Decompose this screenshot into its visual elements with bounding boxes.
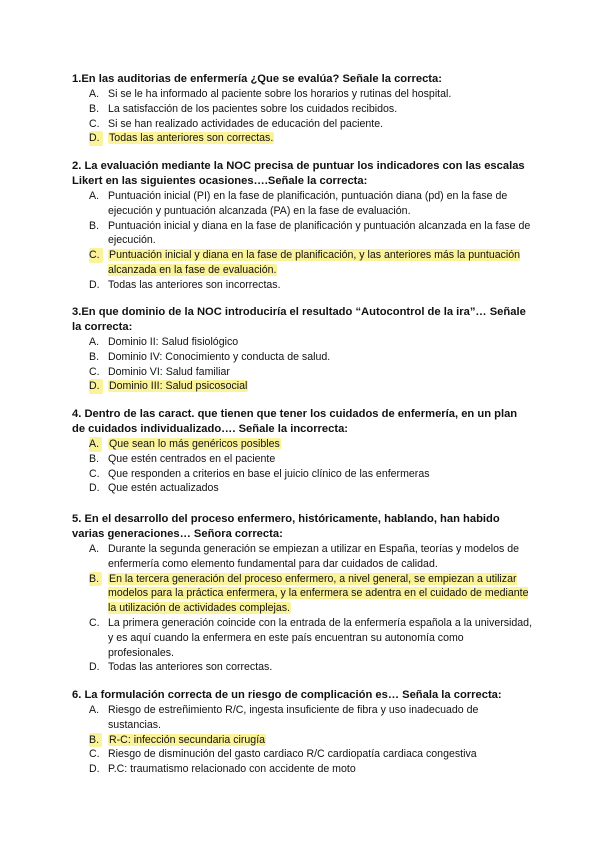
options-list xyxy=(72,189,532,293)
option-letter: B. xyxy=(89,733,102,748)
option-letter: B. xyxy=(89,350,100,363)
option-letter: C. xyxy=(89,365,100,378)
option-b xyxy=(72,219,532,249)
option-c xyxy=(72,467,532,482)
option-b-highlighted xyxy=(72,733,532,748)
question-title: 6. La formulación correcta de un riesgo de complicación es… Señala la correcta: xyxy=(72,689,502,701)
option-d xyxy=(72,660,532,675)
question-title: 5. En el desarrollo del proceso enfermero, históricamente, hablando, han habido varias generaciones… Señora correcta: xyxy=(72,513,500,540)
option-text: Si se le ha informado al paciente sobre los horarios y rutinas del hospital. xyxy=(108,88,452,100)
option-text: Puntuación inicial y diana en la fase de planificación, y las anteriores más la puntuación alcanzada en la fase de evaluación. xyxy=(108,249,521,276)
option-letter: C. xyxy=(89,748,100,761)
option-c xyxy=(72,747,532,762)
question-1 xyxy=(72,72,532,146)
option-text: Durante la segunda generación se empiezan a utilizar en España, teorías y modelos de enfermería como elemento fundamental para dar cuidados de calidad. xyxy=(108,543,520,570)
option-a xyxy=(72,335,532,350)
option-text: Puntuación inicial (PI) en la fase de planificación, puntuación diana (pd) en la fase de ejecución y puntuación alcanzada (PA) en la fase de evaluación. xyxy=(108,190,508,217)
question-4 xyxy=(72,407,532,496)
option-text: Todas las anteriores son correctas. xyxy=(108,661,273,674)
question-2 xyxy=(72,159,532,293)
options-list xyxy=(72,335,532,394)
option-letter: B. xyxy=(89,572,102,587)
option-b xyxy=(72,102,532,117)
option-a xyxy=(72,189,532,219)
option-text: Riesgo de disminución del gasto cardiaco R/C cardiopatía cardiaca congestiva xyxy=(108,748,477,761)
option-text: Que sean lo más genéricos posibles xyxy=(109,438,280,450)
option-text: La primera generación coincide con la entrada de la enfermería española a la universidad, y es aquí cuando la enfermera en este país encuentran su autonomía como profesionales. xyxy=(108,616,533,659)
option-c xyxy=(72,117,532,132)
option-letter: B. xyxy=(89,219,100,232)
option-text: Todas las anteriores son correctas. xyxy=(109,132,274,145)
question-title: 2. La evaluación mediante la NOC precisa de puntuar los indicadores con las escalas Likert en las siguientes ocasiones….Señale la correcta: xyxy=(72,160,525,187)
option-text: La satisfacción de los pacientes sobre los cuidados recibidos. xyxy=(108,102,398,115)
option-text: Dominio IV: Conocimiento y conducta de salud. xyxy=(108,350,331,363)
option-text: Dominio VI: Salud familiar xyxy=(108,365,230,378)
question-title: 4. Dentro de las caract. que tienen que tener los cuidados de enfermería, en un plan de cuidados individualizado…. Señale la incorrecta: xyxy=(72,408,518,435)
option-letter: A. xyxy=(89,543,100,555)
options-list xyxy=(72,542,532,675)
option-letter: C. xyxy=(89,467,100,480)
option-d xyxy=(72,762,532,777)
options-list xyxy=(72,703,532,777)
question-3 xyxy=(72,305,532,394)
option-a xyxy=(72,87,532,102)
option-letter: A. xyxy=(89,704,100,716)
option-letter: C. xyxy=(89,117,100,130)
option-text: Que responden a criterios en base el juicio clínico de las enfermeras xyxy=(108,467,430,480)
option-text: P.C: traumatismo relacionado con accidente de moto xyxy=(108,763,356,776)
option-c xyxy=(72,616,532,660)
option-letter: D. xyxy=(89,379,103,394)
option-letter: C. xyxy=(89,616,100,629)
option-a-highlighted xyxy=(72,437,532,452)
option-letter: C. xyxy=(89,248,103,263)
option-d-highlighted xyxy=(72,379,532,394)
option-b xyxy=(72,452,532,467)
option-letter: D. xyxy=(89,482,100,495)
option-text: R-C: infección secundaria cirugía xyxy=(109,733,266,746)
option-letter: D. xyxy=(89,278,100,291)
option-b xyxy=(72,350,532,365)
option-text: Que estén centrados en el paciente xyxy=(108,452,276,465)
option-letter: A. xyxy=(89,190,100,202)
option-d xyxy=(72,278,532,293)
option-letter: B. xyxy=(89,102,100,115)
option-text: Todas las anteriores son incorrectas. xyxy=(108,278,281,291)
option-letter: A. xyxy=(89,336,100,348)
question-6 xyxy=(72,688,532,777)
option-letter: D. xyxy=(89,661,100,674)
option-text: Riesgo de estreñimiento R/C, ingesta insuficiente de fibra y uso inadecuado de sustancias. xyxy=(108,704,479,731)
question-title: 3.En que dominio de la NOC introduciría el resultado “Autocontrol de la ira”… Señale la correcta: xyxy=(72,306,526,333)
option-letter: D. xyxy=(89,763,100,776)
option-text: Dominio II: Salud fisiológico xyxy=(108,336,239,348)
option-text: Si se han realizado actividades de educación del paciente. xyxy=(108,117,384,130)
option-c xyxy=(72,365,532,380)
option-a xyxy=(72,703,532,733)
option-b-highlighted xyxy=(72,572,532,616)
option-text: Puntuación inicial y diana en la fase de planificación y puntuación alcanzada en la fase de ejecución. xyxy=(108,219,531,247)
question-5 xyxy=(72,512,532,675)
option-text: Dominio III: Salud psicosocial xyxy=(109,380,248,393)
option-letter: A. xyxy=(89,88,100,100)
options-list xyxy=(72,87,532,146)
option-a xyxy=(72,542,532,572)
option-letter: D. xyxy=(89,131,103,146)
option-text: Que estén actualizados xyxy=(108,482,219,495)
option-text: En la tercera generación del proceso enfermero, a nivel general, se empiezan a utilizar modelos para la práctica enfermera, y la enfermera se adentra en el cuidado de mediante la utilización de actividades complejas. xyxy=(108,572,529,615)
option-d xyxy=(72,481,532,496)
option-letter: B. xyxy=(89,452,100,465)
option-d-highlighted xyxy=(72,131,532,146)
option-c-highlighted xyxy=(72,248,532,278)
question-title: 1.En las auditorias de enfermería ¿Que se evalúa? Señale la correcta: xyxy=(72,73,442,85)
options-list xyxy=(72,437,532,496)
option-letter: A. xyxy=(89,437,102,452)
